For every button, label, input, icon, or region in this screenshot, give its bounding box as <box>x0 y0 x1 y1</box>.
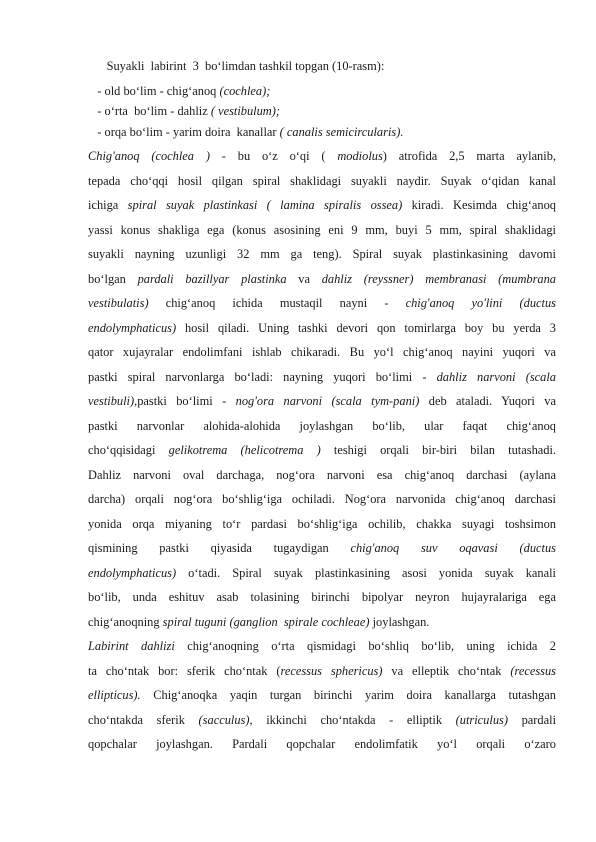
text-run: Dahliz narvoni oval darchaga, nog‘ora narvoni esa chig‘anoq darchasi (aylana <box>88 468 556 482</box>
text-line <box>88 148 556 164</box>
text-run: pastki narvonlar alohida-alohida joylashgan bo‘lib, ular faqat chig‘anoq <box>88 419 556 433</box>
text-run: chig‘anoqning o‘rta qismidagi bo‘shliq bo‘lib, uning ichida 2 <box>174 639 556 653</box>
text-line <box>88 491 556 507</box>
text-line <box>88 173 556 189</box>
text-line <box>88 103 556 119</box>
text-run: cho‘ntakda sferik <box>88 713 199 727</box>
text-line <box>88 540 556 556</box>
text-run: hosil qiladi. Uning tashki devori qon tomirlarga boy bu yerda 3 <box>176 321 556 335</box>
text-line <box>88 589 556 605</box>
italic-term: (cochlea); <box>219 84 271 98</box>
text-line <box>88 246 556 262</box>
text-run: suyakli nayning uzunligi 32 mm ga teng). Spiral suyak plastinkasining davomi <box>88 247 556 261</box>
italic-term: vestibulatis) <box>88 296 149 310</box>
text-run: ) atrofida 2,5 marta aylanib, <box>382 149 556 163</box>
italic-term: endolymphaticus) <box>88 321 177 335</box>
italic-term: dahliz (reyssner) membranasi (mumbrana <box>321 272 556 286</box>
text-line <box>88 344 556 360</box>
text-line <box>88 124 556 140</box>
text-run: kiradi. Kesimda chig‘anoq <box>402 198 556 212</box>
text-run: chig‘anoqning <box>88 615 163 629</box>
text-line <box>88 736 556 752</box>
text-run: ,pastki bo‘limi - <box>134 394 236 408</box>
text-line <box>88 393 556 409</box>
text-line <box>88 467 556 483</box>
text-run: - old bo‘lim - chig‘anoq <box>88 84 220 98</box>
italic-term: gelikotrema (helicotrema ) <box>168 443 321 457</box>
italic-term: chig'anoq yo'lini (ductus <box>405 296 556 310</box>
text-run: bo‘lgan <box>88 272 138 286</box>
italic-term: (recessus <box>510 664 556 678</box>
italic-term: spiral tuguni (ganglion spirale cochleae) <box>162 615 370 629</box>
italic-term: nog'ora narvoni (scala tym-pani) <box>235 394 420 408</box>
text-line <box>88 83 556 99</box>
text-run: bo‘lib, unda eshituv asab tolasining birinchi bipolyar neyron hujayralariga ega <box>88 590 556 604</box>
italic-term: ( canalis semicircularis). <box>279 125 404 139</box>
text-line <box>88 320 556 336</box>
italic-term: recessus sphericus) <box>280 664 383 678</box>
text-line <box>88 271 556 287</box>
text-run: qopchalar joylashgan. Pardali qopchalar endolimfatik yo‘l orqali o‘zaro <box>88 737 556 751</box>
text-run: ichiga <box>88 198 128 212</box>
italic-term: (sacculus), <box>198 713 253 727</box>
text-run: yonida orqa miyaning to‘r pardasi bo‘shlig‘iga ochilib, chakka suyagi toshsimon <box>88 517 556 531</box>
text-run: o‘tadi. Spiral suyak plastinkasining asosi yonida suyak kanali <box>176 566 556 580</box>
italic-term: dahliz narvoni (scala <box>436 370 556 384</box>
text-run: Chig‘anoqka yaqin turgan birinchi yarim doira kanallarga tutashgan <box>140 688 556 702</box>
italic-term: endolymphaticus) <box>88 566 177 580</box>
text-run: deb ataladi. Yuqori va <box>419 394 556 408</box>
text-run: va elleptik cho‘ntak <box>382 664 511 678</box>
text-run: qismining pastki qiyasida tugaydigan <box>88 541 351 555</box>
italic-term: (utriculus) <box>455 713 508 727</box>
text-line <box>88 638 556 654</box>
text-line <box>88 369 556 385</box>
text-line <box>88 565 556 581</box>
text-run: qator xujayralar endolimfani ishlab chikaradi. Bu yo‘l chig‘anoq nayini yuqori va <box>88 345 556 359</box>
text-run: va <box>286 272 322 286</box>
text-line <box>88 222 556 238</box>
text-run: yassi konus shakliga ega (konus asosining eni 9 mm, buyi 5 mm, spiral shaklidagi <box>88 223 556 237</box>
italic-term: pardali bazillyar plastinka <box>137 272 287 286</box>
text-run: joylashgan. <box>369 615 430 629</box>
text-run: - orqa bo‘lim - yarim doira kanallar <box>88 125 280 139</box>
text-run: ta cho‘ntak bor: sferik cho‘ntak ( <box>88 664 281 678</box>
text-run: tepada cho‘qqi hosil qilgan spiral shaklidagi suyakli naydir. Suyak o‘qidan kanal <box>88 174 556 188</box>
text-line <box>88 58 556 74</box>
italic-term: ellipticus). <box>88 688 141 702</box>
text-line <box>88 516 556 532</box>
text-run: darcha) orqali nog‘ora bo‘shlig‘iga ochiladi. Nog‘ora narvonida chig‘anoq darchasi <box>88 492 556 506</box>
text-line <box>88 663 556 679</box>
text-line <box>88 712 556 728</box>
text-run: pardali <box>507 713 556 727</box>
text-run: cho‘qqisidagi <box>88 443 169 457</box>
italic-term: Chig'anoq (cochlea ) <box>88 149 210 163</box>
italic-term: chig'anoq suv oqavasi (ductus <box>350 541 556 555</box>
italic-term: spiral suyak plastinkasi ( lamina spiralis ossea) <box>127 198 403 212</box>
text-run: pastki spiral narvonlarga bo‘ladi: nayning yuqori bo‘limi - <box>88 370 437 384</box>
text-run: - o‘rta bo‘lim - dahliz <box>88 104 211 118</box>
italic-term: vestibuli) <box>88 394 135 408</box>
text-run: ikkinchi cho‘ntakda - elliptik <box>252 713 456 727</box>
italic-term: Labirint dahlizi <box>88 639 175 653</box>
text-run: teshigi orqali bir-biri bilan tutashadi. <box>320 443 556 457</box>
text-line <box>88 197 556 213</box>
text-run: chig‘anoq ichida mustaqil nayni - <box>148 296 406 310</box>
text-run: Suyakli labirint 3 bo‘limdan tashkil topgan (10-rasm): <box>88 59 385 73</box>
text-line <box>88 295 556 311</box>
text-run: - bu o‘z o‘qi ( <box>209 149 338 163</box>
text-line <box>88 418 556 434</box>
text-line <box>88 614 556 630</box>
text-line <box>88 687 556 703</box>
italic-term: modiolus <box>337 149 383 163</box>
text-line <box>88 442 556 458</box>
italic-term: ( vestibulum); <box>210 104 281 118</box>
